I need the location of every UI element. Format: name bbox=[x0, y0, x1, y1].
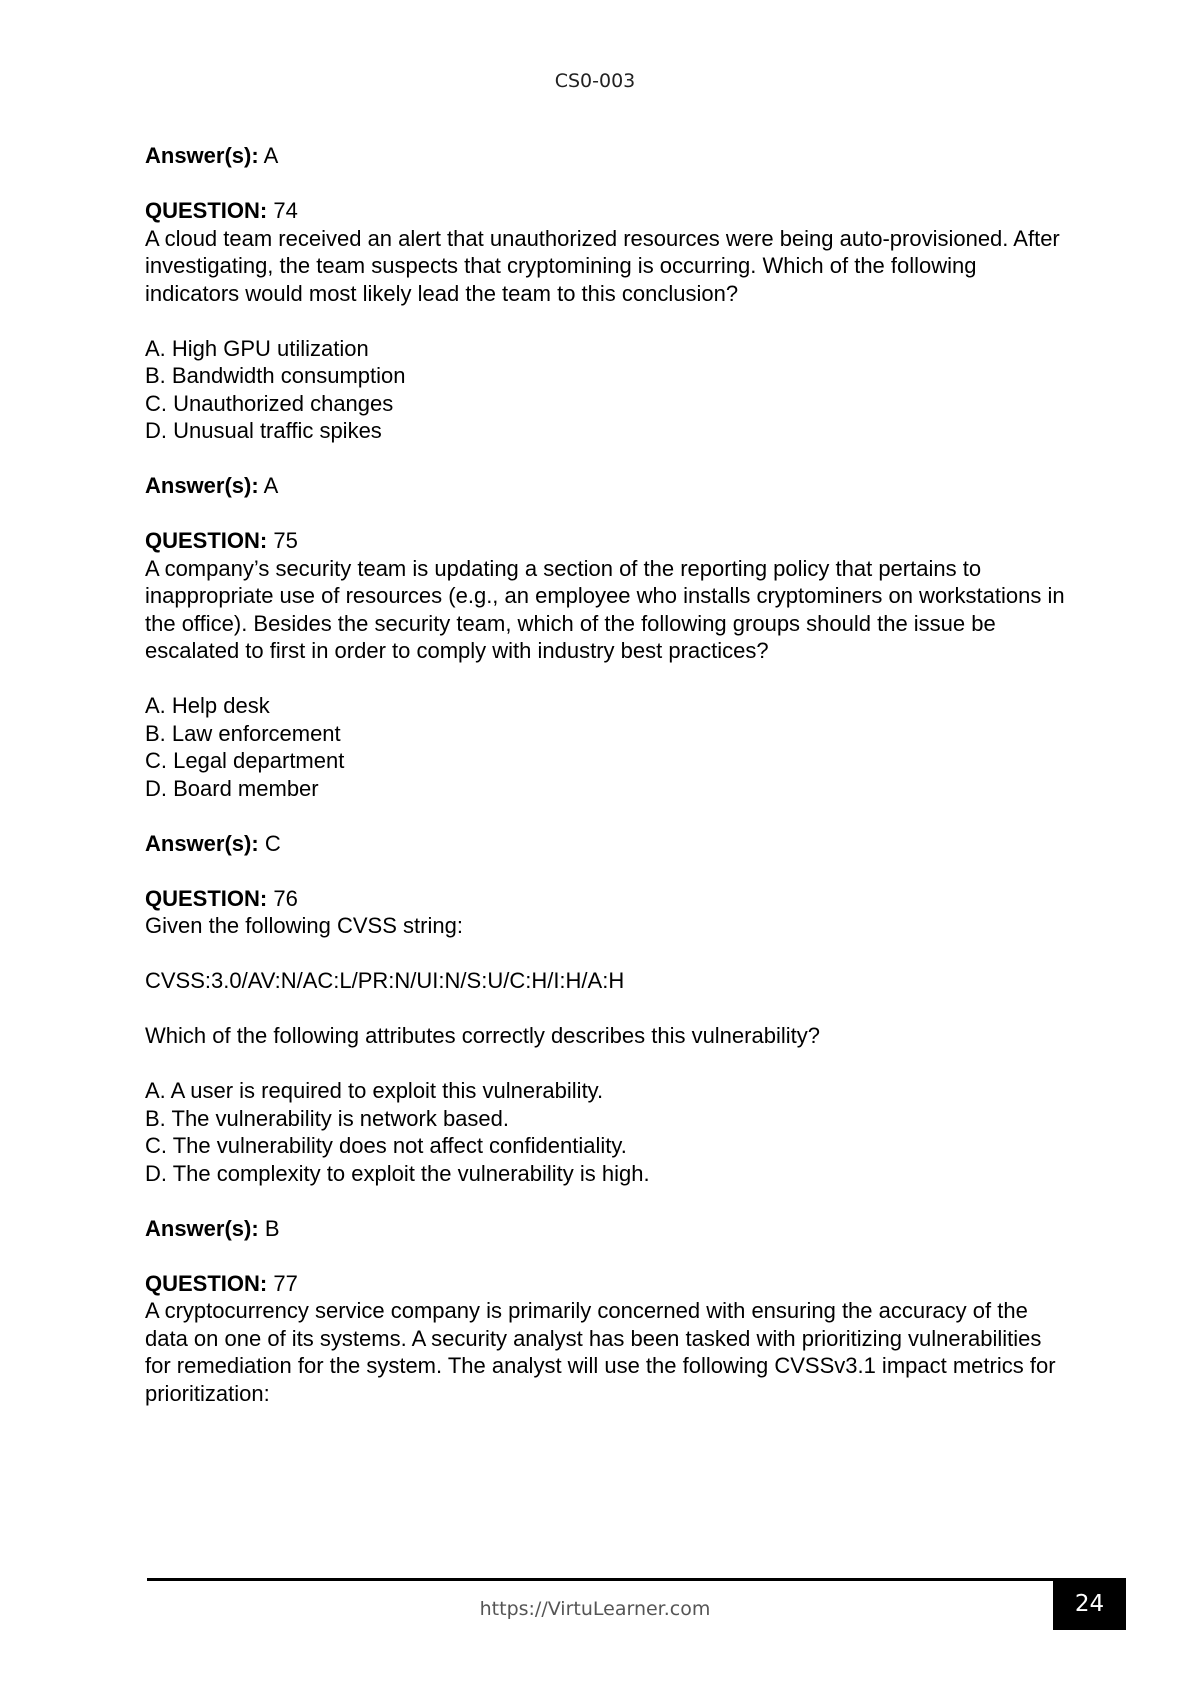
answer-line bbox=[145, 1215, 1065, 1243]
exam-code-header: CS0-003 bbox=[554, 70, 636, 92]
question-label: QUESTION: bbox=[145, 885, 268, 911]
page-content bbox=[145, 142, 1065, 1435]
question-label: QUESTION: bbox=[145, 528, 268, 553]
question-text: A cloud team received an alert that unauthorized resources were being auto-provisioned. After investigating, the team suspects that cryptomining is occurring. Which of the following indicators would most likely lead the team to this conclusion? bbox=[145, 225, 1060, 306]
option: B. The vulnerability is network based. bbox=[145, 1105, 509, 1131]
option: D. The complexity to exploit the vulnerability is high. bbox=[145, 1160, 650, 1186]
option: A. Help desk bbox=[145, 693, 270, 718]
answer-value: B bbox=[264, 1215, 280, 1241]
footer-url: https://VirtuLearner.com bbox=[479, 1598, 711, 1620]
question-number: 75 bbox=[273, 528, 298, 553]
option: B. Law enforcement bbox=[145, 720, 341, 746]
answer-label: Answer(s): bbox=[145, 473, 259, 498]
question-intro: Given the following CVSS string: bbox=[145, 913, 463, 938]
question-text: A company’s security team is updating a section of the reporting policy that pertains to inappropriate use of resources (e.g., an employee who installs cryptominers on workstations in the office). Besides the security team, which of the following groups should the issue be escalated to first in order to comply with industry best practices? bbox=[145, 555, 1065, 663]
answer-line bbox=[145, 830, 1065, 858]
question-heading bbox=[145, 1270, 1065, 1298]
answer-value: A bbox=[263, 143, 279, 168]
option: A. A user is required to exploit this vulnerability. bbox=[145, 1078, 604, 1103]
option: D. Board member bbox=[145, 775, 319, 801]
options-list bbox=[145, 335, 1065, 445]
option: C. Unauthorized changes bbox=[145, 390, 394, 416]
options-list bbox=[145, 1077, 1065, 1187]
question-heading bbox=[145, 527, 1065, 555]
answer-label: Answer(s): bbox=[145, 1215, 259, 1241]
question-number: 77 bbox=[273, 1270, 298, 1296]
option: D. Unusual traffic spikes bbox=[145, 418, 382, 443]
option: B. Bandwidth consumption bbox=[145, 363, 406, 388]
answer-label: Answer(s): bbox=[145, 143, 259, 168]
answer-label: Answer(s): bbox=[145, 830, 259, 856]
question-label: QUESTION: bbox=[145, 1270, 268, 1296]
question-heading bbox=[145, 885, 1065, 913]
question-label: QUESTION: bbox=[145, 198, 268, 223]
question-text: Which of the following attributes correctly describes this vulnerability? bbox=[145, 1023, 820, 1048]
option: A. High GPU utilization bbox=[145, 335, 369, 361]
question-number: 74 bbox=[273, 198, 298, 223]
options-list bbox=[145, 692, 1065, 802]
question-number: 76 bbox=[273, 885, 298, 911]
answer-line bbox=[145, 142, 1065, 170]
question-text: A cryptocurrency service company is primarily concerned with ensuring the accuracy of the data on one of its systems. A security analyst has been tasked with prioritizing vulnerabilities for remediation for the system. The analyst will use the following CVSSv3.1 impact metrics for prioritization: bbox=[145, 1298, 1056, 1406]
answer-line bbox=[145, 472, 1065, 500]
cvss-string: CVSS:3.0/AV:N/AC:L/PR:N/UI:N/S:U/C:H/I:H/A:H bbox=[145, 968, 625, 993]
answer-value: A bbox=[263, 473, 279, 498]
question-heading bbox=[145, 197, 1065, 225]
option: C. Legal department bbox=[145, 748, 345, 773]
option: C. The vulnerability does not affect confidentiality. bbox=[145, 1133, 627, 1158]
page-number: 24 bbox=[1053, 1578, 1126, 1630]
footer-divider bbox=[147, 1578, 1053, 1581]
answer-value: C bbox=[264, 830, 281, 856]
